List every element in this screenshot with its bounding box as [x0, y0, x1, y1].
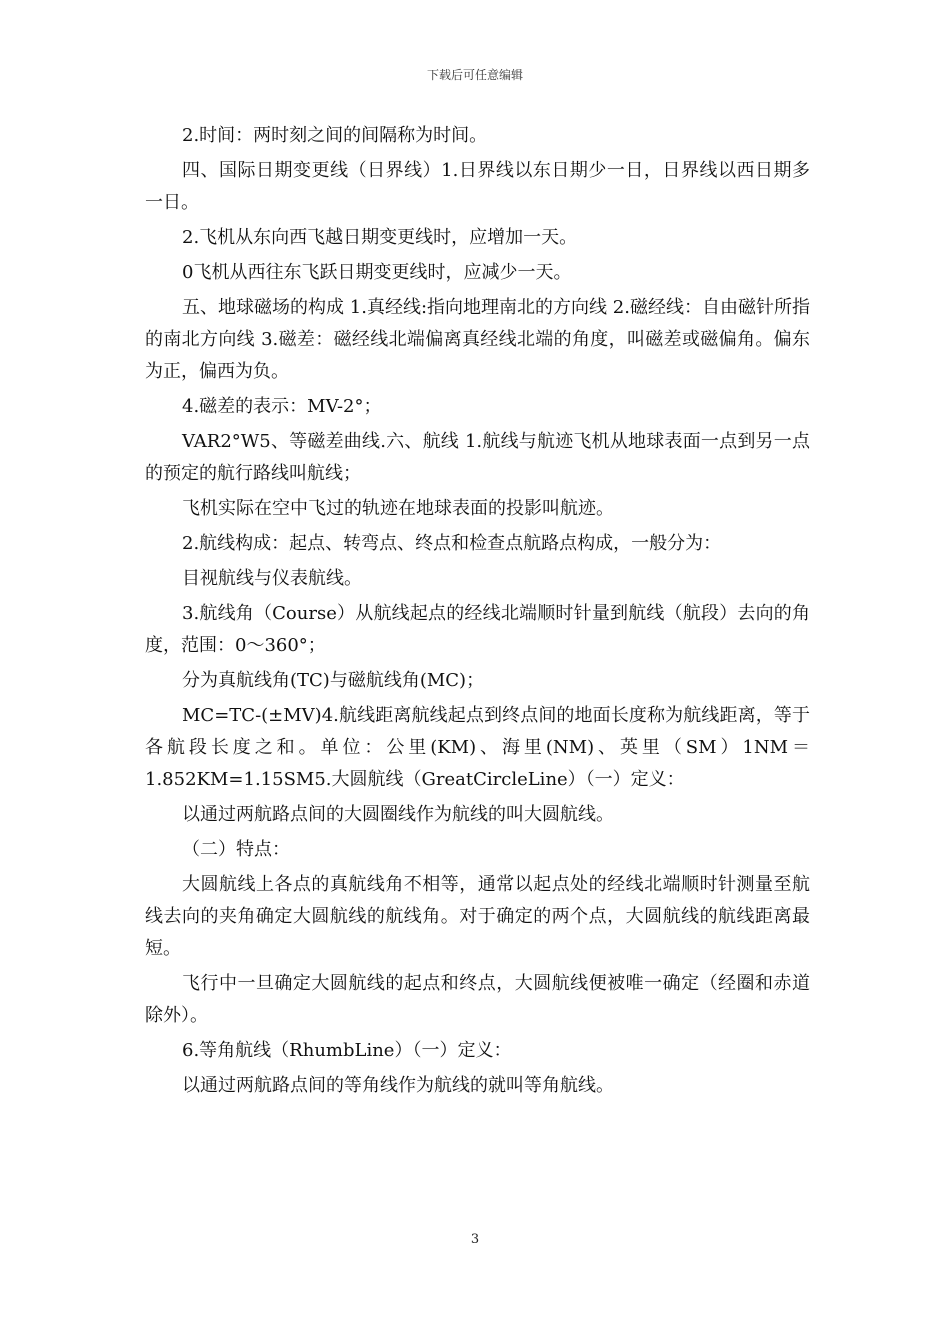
- page-number: 3: [470, 1232, 480, 1247]
- paragraph-dateline: 四、国际日期变更线（日界线）1.日界线以东日期少一日，日界线以西日期多一日。: [145, 160, 810, 213]
- paragraph-time: 2.时间：两时刻之间的间隔称为时间。: [182, 125, 488, 146]
- paragraph-rhumb-line-definition: 以通过两航路点间的等角线作为航线的就叫等角航线。: [182, 1075, 614, 1096]
- paragraph-route-distance: MC=TC-(±MV)4.航线距离航线起点到终点间的地面长度称为航线距离，等于各航段长度之和。单位：公里(KM)、海里(NM)、英里（SM）1NM＝1.852KM=1.15SM5.大圆航线（GreatCircleLine）（一）定义：: [145, 705, 810, 790]
- paragraph-magnetic-field: 五、地球磁场的构成 1.真经线:指向地理南北的方向线 2.磁经线：自由磁针所指的南北方向线 3.磁差：磁经线北端偏离真经线北端的角度，叫磁差或磁偏角。偏东为正，偏西为负。: [145, 297, 810, 382]
- paragraph-rhumb-line-heading: 6.等角航线（RhumbLine）（一）定义：: [182, 1040, 512, 1061]
- paragraph-variation-notation: 4.磁差的表示：MV-2°；: [182, 396, 382, 417]
- page-header: 下载后可任意编辑: [426, 68, 523, 82]
- paragraph-east-to-west: 2.飞机从东向西飞越日期变更线时，应增加一天。: [182, 227, 578, 248]
- paragraph-route-definition: VAR2°W5、等磁差曲线.六、航线 1.航线与航迹飞机从地球表面一点到另一点的预定的航行路线叫航线；: [145, 431, 810, 484]
- paragraph-visual-instrument: 目视航线与仪表航线。: [182, 568, 362, 589]
- paragraph-great-circle-definition: 以通过两航路点间的大圆圈线作为航线的叫大圆航线。: [182, 804, 614, 825]
- paragraph-track: 飞机实际在空中飞过的轨迹在地球表面的投影叫航迹。: [182, 498, 614, 519]
- paragraph-route-composition: 2.航线构成：起点、转弯点、终点和检查点航路点构成，一般分为：: [182, 533, 722, 554]
- paragraph-great-circle-features: 大圆航线上各点的真航线角不相等，通常以起点处的经线北端顺时针测量至航线去向的夹角确定大圆航线的航线角。对于确定的两个点，大圆航线的航线距离最短。: [145, 874, 810, 959]
- paragraph-west-to-east: 0飞机从西往东飞跃日期变更线时，应减少一天。: [182, 262, 572, 283]
- paragraph-features-heading: （二）特点：: [182, 839, 290, 860]
- document-body: [145, 120, 810, 1105]
- paragraph-tc-mc: 分为真航线角(TC)与磁航线角(MC)；: [182, 670, 485, 691]
- paragraph-great-circle-endpoints: 飞行中一旦确定大圆航线的起点和终点，大圆航线便被唯一确定（经圈和赤道除外）。: [145, 973, 810, 1026]
- paragraph-course: 3.航线角（Course）从航线起点的经线北端顺时针量到航线（航段）去向的角度，范围：0～360°；: [145, 603, 810, 656]
